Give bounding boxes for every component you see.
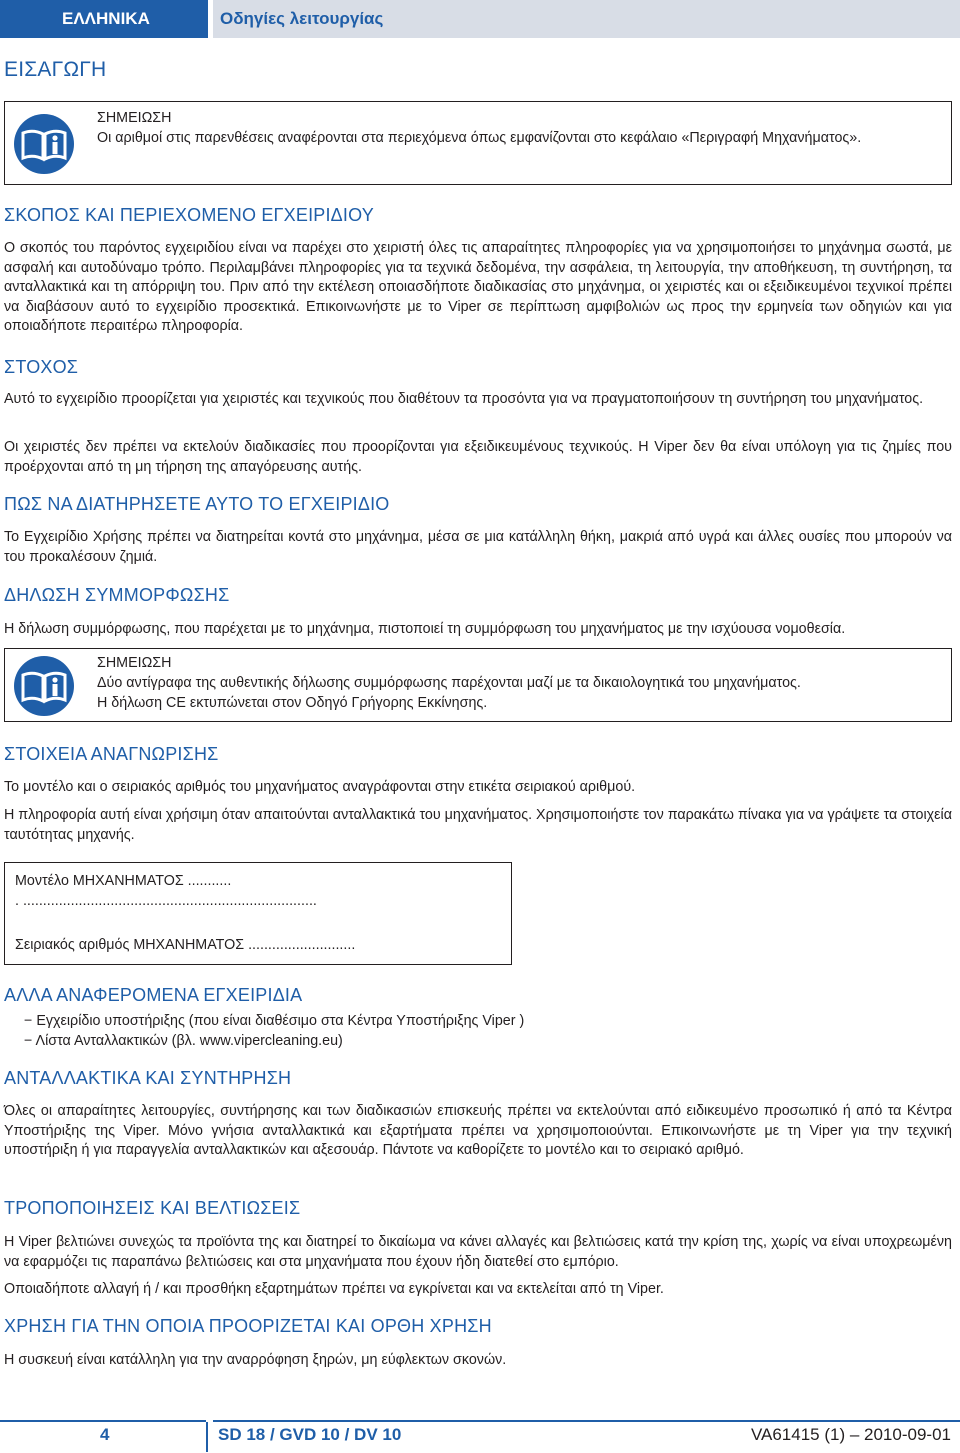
conformity-text: Η δήλωση συμμόρφωσης, που παρέχεται με το μηχάνημα, πιστοποιεί τη συμμόρφωση του μηχανήματος με την ισχύουσα νομοθεσία. [4, 621, 846, 637]
list-item: − Λίστα Ανταλλακτικών (βλ. www.vipercleaning.eu) [24, 1033, 343, 1049]
intro-note-box [4, 101, 952, 185]
note-label: ΣΗΜΕΙΩΣΗ [97, 110, 172, 126]
language-tab: ΕΛΛΗΝΙΚΑ [0, 0, 208, 38]
keep-text: Το Εγχειρίδιο Χρήσης πρέπει να διατηρείται κοντά στο μηχάνημα, μέσα σε μια κατάλληλη θήκη, μακριά από υγρά και άλλες ουσίες που μπορούν να του προκαλέσουν ζημιά. [4, 529, 952, 565]
intro-title: ΕΙΣΑΓΩΓΗ [4, 58, 107, 81]
note-line-2: Η δήλωση CE εκτυπώνεται στον Οδηγό Γρήγορης Εκκίνησης. [97, 695, 488, 711]
use-text: Η συσκευή είναι κατάλληλη για την αναρρόφηση ξηρών, μη εύφλεκτων σκονών. [4, 1352, 507, 1368]
other-manuals-title: ΑΛΛΑ ΑΝΑΦΕΡΟΜΕΝΑ ΕΓΧΕΙΡΙΔΙΑ [4, 985, 303, 1005]
target-p2: Οι χειριστές δεν πρέπει να εκτελούν διαδικασίες που προορίζονται για εξειδικευμένους τεχνικούς. Η Viper δεν θα είναι υπόλογη για τις ζημίες που προέρχονται από τη μη τήρηση της απαγόρευσης αυτής. [4, 439, 952, 475]
footer-rule-right [213, 1420, 960, 1422]
serial-field[interactable]: Σειριακός αριθμός ΜΗΧΑΝΗΜΑΤΟΣ ........................... [15, 937, 356, 953]
note-text: Οι αριθμοί στις παρενθέσεις αναφέρονται στα περιεχόμενα όπως εμφανίζονται στο κεφάλαιο «Περιγραφή Μηχανήματος». [97, 130, 862, 146]
conformity-note-box [4, 648, 952, 722]
changes-p1: Η Viper βελτιώνει συνεχώς τα προϊόντα της και διατηρεί το δικαίωμα να κάνει αλλαγές και βελτιώσεις κατά την κρίση της, χωρίς να είναι υποχρεωμένη να εφαρμόζει τις παραπάνω βελτιώσεις και στα μηχανήματα που έχουν ήδη διατεθεί στο εμπόριο. [4, 1234, 952, 1270]
identification-p1: Το μοντέλο και ο σειριακός αριθμός του μηχανήματος αναγράφονται στην ετικέτα σειριακού αριθμού. [4, 779, 636, 795]
changes-p2: Οποιαδήποτε αλλαγή ή / και προσθήκη εξαρτημάτων πρέπει να εγκρίνεται και να εκτελείται από τη Viper. [4, 1281, 664, 1297]
info-manual-icon [11, 113, 77, 175]
note-label: ΣΗΜΕΙΩΣΗ [97, 655, 172, 671]
note-line-1: Δύο αντίγραφα της αυθεντικής δήλωσης συμμόρφωσης παρέχονται μαζί με τα δικαιολογητικά του μηχανήματος. [97, 675, 801, 691]
list-item: − Εγχειρίδιο υποστήριξης (που είναι διαθέσιμο στα Κέντρα Υποστήριξης Viper ) [24, 1013, 525, 1029]
page-number: 4 [100, 1425, 110, 1444]
model-field-continuation[interactable]: . .......................................................................... [15, 893, 317, 909]
purpose-title: ΣΚΟΠΟΣ ΚΑΙ ΠΕΡΙΕΧΟΜΕΝΟ ΕΓΧΕΙΡΙΔΙΟΥ [4, 205, 374, 225]
footer-code: VA61415 (1) – 2010-09-01 [750, 1425, 951, 1444]
spares-title: ΑΝΤΑΛΛΑΚΤΙΚΑ ΚΑΙ ΣΥΝΤΗΡΗΣΗ [4, 1068, 292, 1088]
conformity-title: ΔΗΛΩΣΗ ΣΥΜΜΟΡΦΩΣΗΣ [4, 585, 230, 605]
identification-form [4, 862, 512, 965]
model-field[interactable]: Μοντέλο ΜΗΧΑΝΗΜΑΤΟΣ ........... [15, 873, 232, 889]
identification-title: ΣΤΟΙΧΕΙΑ ΑΝΑΓΝΩΡΙΣΗΣ [4, 744, 219, 764]
info-manual-icon [11, 655, 77, 717]
section-header: Οδηγίες λειτουργίας [213, 0, 960, 38]
purpose-text: Ο σκοπός του παρόντος εγχειριδίου είναι να παρέχει στο χειριστή όλες τις απαραίτητες πληροφορίες για να χρησιμοποιήσει το μηχάνημα σωστά, με ασφαλή και αυτοδύναμο τρόπο. Περιλαμβάνει πληροφορίες για τα τεχνικά δεδομένα, την ασφάλεια, τη λειτουργία, την αποθήκευση, τη συντήρηση, τα ανταλλακτικά και τη απόρριψη του. Πριν από την εκτέλεση οποιασδήποτε διαδικασίας στο μηχάνημα, οι χειριστές και οι εξειδικευμένοι τεχνικοί πρέπει να διαβάσουν αυτό το εγχειρίδιο προσεκτικά. Επικοινωνήστε με το Viper σε περίπτωση αμφιβολιών ως προς την ερμηνεία των οδηγιών και για οποιαδήποτε περαιτέρω πληροφορία. [4, 240, 952, 334]
footer-rule-left [0, 1420, 206, 1422]
footer-separator [206, 1422, 208, 1452]
spares-text: Όλες οι απαραίτητες λειτουργίες, συντήρησης και των διαδικασιών επισκευής πρέπει να εκτελούνται από ειδικευμένο προσωπικό ή από τα Κέντρα Υποστήριξης της Viper. Μόνο γνήσια ανταλλακτικά και εξαρτήματα πρέπει να χρησιμοποιούνται. Επικοινωνήστε με τη Viper για την τεχνική υποστήριξη ή για παραγγελία ανταλλακτικών και αξεσουάρ. Πάντοτε να καθορίζετε το μοντέλο και το σειριακό αριθμό. [4, 1103, 952, 1158]
keep-title: ΠΩΣ ΝΑ ΔΙΑΤΗΡΗΣΕΤΕ ΑΥΤΟ ΤΟ ΕΓΧΕΙΡΙΔΙΟ [4, 494, 390, 514]
footer-models: SD 18 / GVD 10 / DV 10 [218, 1425, 402, 1444]
use-title: ΧΡΗΣΗ ΓΙΑ ΤΗΝ ΟΠΟΙΑ ΠΡΟΟΡΙΖΕΤΑΙ ΚΑΙ ΟΡΘΗ ΧΡΗΣΗ [4, 1316, 492, 1336]
changes-title: ΤΡΟΠΟΠΟΙΗΣΕΙΣ ΚΑΙ ΒΕΛΤΙΩΣΕΙΣ [4, 1198, 301, 1218]
other-manuals-list [24, 1011, 524, 1051]
identification-p2: Η πληροφορία αυτή είναι χρήσιμη όταν απαιτούνται ανταλλακτικά του μηχανήματος. Χρησιμοποιήστε τον παρακάτω πίνακα για να γράψετε τα στοιχεία ταυτότητας μηχανής. [4, 807, 952, 843]
target-title: ΣΤΟΧΟΣ [4, 357, 79, 377]
target-p1: Αυτό το εγχειρίδιο προορίζεται για χειριστές και τεχνικούς που διαθέτουν τα προσόντα για να πραγματοποιήσουν τη συντήρηση του μηχανήματος. [4, 391, 924, 407]
